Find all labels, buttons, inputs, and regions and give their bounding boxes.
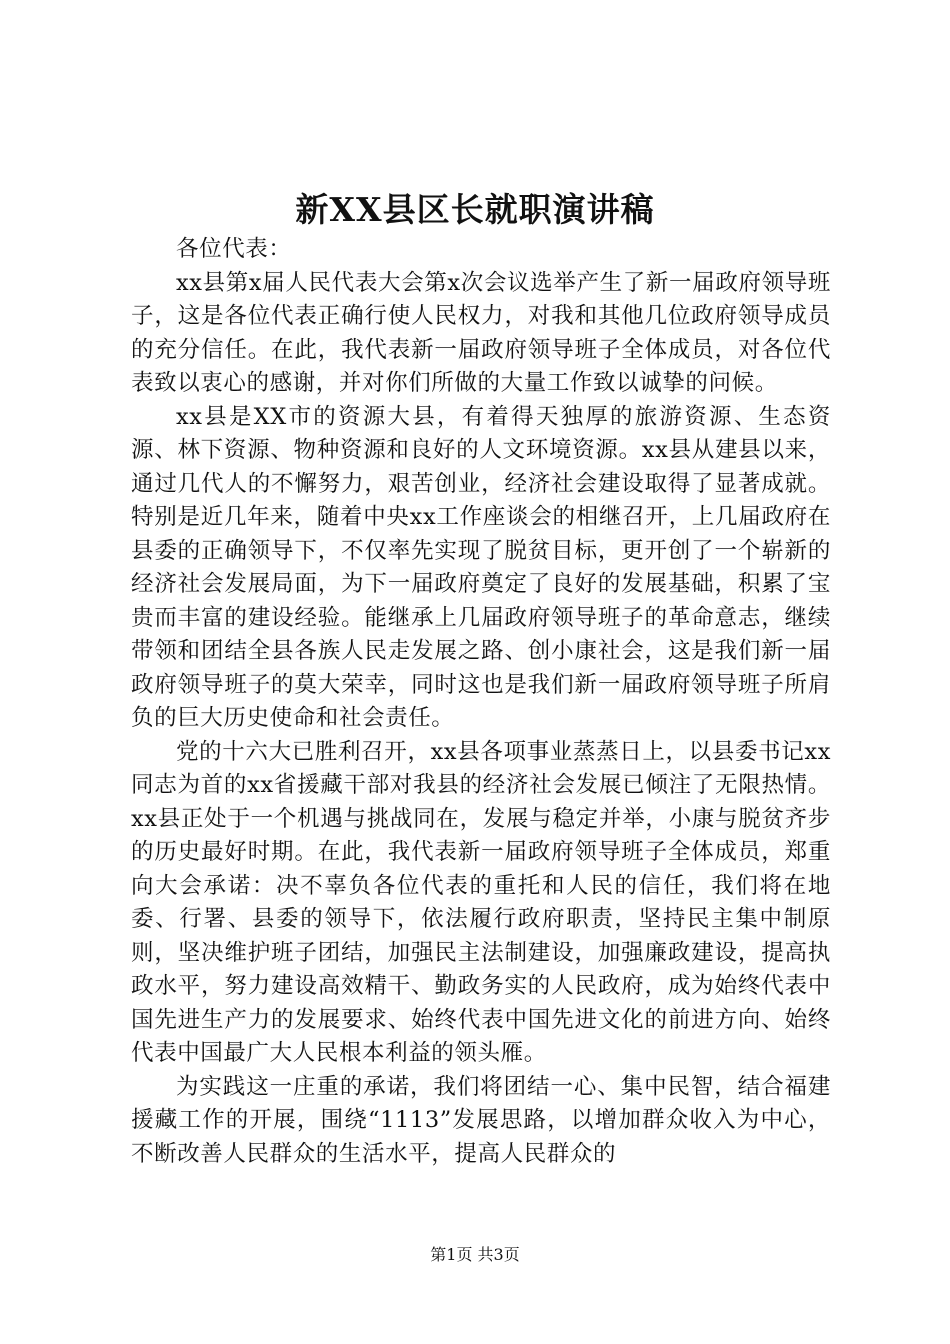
- paragraph-1: xx县第x届人民代表大会第x次会议选举产生了新一届政府领导班子，这是各位代表正确行使人民权力，对我和其他几位政府领导成员的充分信任。在此，我代表新一届政府领导班子全体成员，对各位代表致以衷心的感谢，并对你们所做的大量工作致以诚挚的问候。: [131, 269, 831, 396]
- paragraph-3: 党的十六大已胜利召开，xx县各项事业蒸蒸日上，以县委书记xx同志为首的xx省援藏干部对我县的经济社会发展已倾注了无限热情。xx县正处于一个机遇与挑战同在，发展与稳定并举，小康与脱贫齐步的历史最好时期。在此，我代表新一届政府领导班子全体成员，郑重向大会承诺：决不辜负各位代表的重托和人民的信任，我们将在地委、行署、县委的领导下，依法履行政府职责，坚持民主集中制原则，坚决维护班子团结，加强民主法制建设，加强廉政建设，提高执政水平，努力建设高效精干、勤政务实的人民政府，成为始终代表中国先进生产力的发展要求、始终代表中国先进文化的前进方向、始终代表中国最广大人民根本利益的领头雁。: [131, 738, 831, 1066]
- paragraph-2: xx县是XX市的资源大县，有着得天独厚的旅游资源、生态资源、林下资源、物种资源和良好的人文环境资源。xx县从建县以来，通过几代人的不懈努力，艰苦创业，经济社会建设取得了显著成就。特别是近几年来，随着中央xx工作座谈会的相继召开，上几届政府在县委的正确领导下，不仅率先实现了脱贫目标，更开创了一个崭新的经济社会发展局面，为下一届政府奠定了良好的发展基础，积累了宝贵而丰富的建设经验。能继承上几届政府领导班子的革命意志，继续带领和团结全县各族人民走发展之路、创小康社会，这是我们新一届政府领导班子的莫大荣幸，同时这也是我们新一届政府领导班子所肩负的巨大历史使命和社会责任。: [131, 403, 831, 731]
- paragraph-4: 为实践这一庄重的承诺，我们将团结一心、集中民智，结合福建援藏工作的开展，围绕“1113”发展思路，以增加群众收入为中心，不断改善人民群众的生活水平，提高人民群众的: [131, 1073, 831, 1167]
- document-body: [131, 233, 831, 1171]
- document-title: 新XX县区长就职演讲稿: [295, 190, 655, 229]
- salutation: 各位代表：: [176, 236, 292, 262]
- page-number-footer: 第1页 共3页: [430, 1245, 520, 1264]
